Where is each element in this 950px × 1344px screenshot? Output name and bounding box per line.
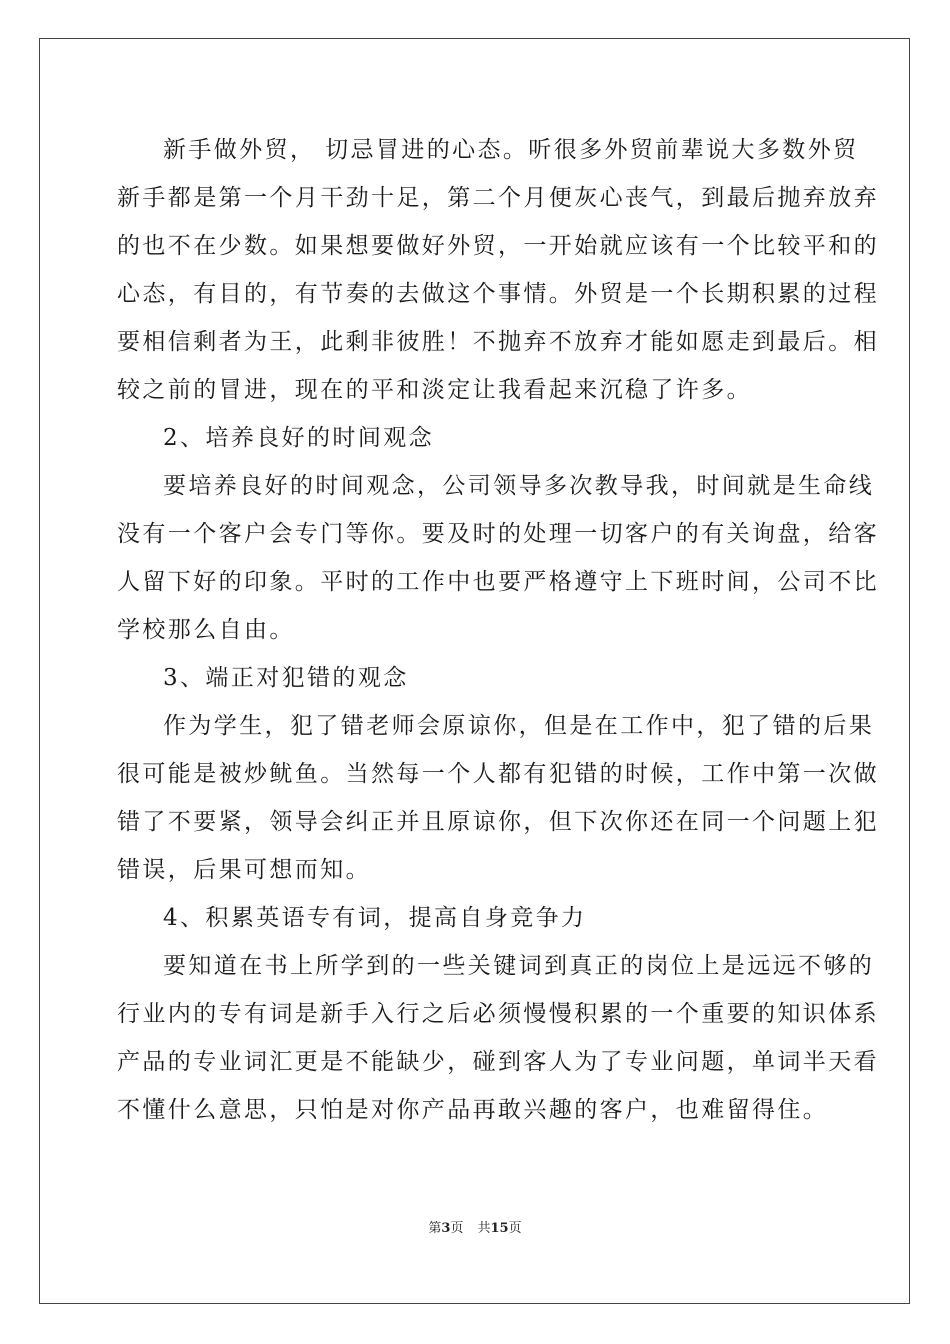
text-line: 要相信剩者为王，此剩非彼胜！不抛弃不放弃才能如愿走到最后。相 bbox=[117, 329, 879, 355]
page-prefix: 第 bbox=[428, 1221, 442, 1236]
text-line: 很可能是被炒鱿鱼。当然每一个人都有犯错的时候，工作中第一次做 bbox=[117, 761, 879, 787]
text-line: 要培养良好的时间观念，公司领导多次教导我，时间就是生命线 bbox=[163, 473, 875, 499]
section-heading: 3、端正对犯错的观念 bbox=[163, 665, 409, 691]
total-suffix: 页 bbox=[508, 1221, 522, 1236]
total-pages: 15 bbox=[490, 1221, 509, 1236]
text-line: 作为学生，犯了错老师会原谅你，但是在工作中，犯了错的后果 bbox=[163, 713, 875, 739]
section-heading: 2、培养良好的时间观念 bbox=[163, 425, 435, 451]
text-line: 错了不要紧，领导会纠正并且原谅你，但下次你还在同一个问题上犯 bbox=[117, 809, 879, 835]
page-number: 3 bbox=[441, 1221, 451, 1236]
page-suffix: 页 bbox=[450, 1221, 464, 1236]
text-line: 学校那么自由。 bbox=[117, 617, 295, 643]
section-heading: 4、积累英语专有词，提高自身竞争力 bbox=[163, 905, 587, 931]
text-line: 心态，有目的，有节奏的去做这个事情。外贸是一个长期积累的过程 bbox=[117, 281, 879, 307]
text-line: 行业内的专有词是新手入行之后必须慢慢积累的一个重要的知识体系 bbox=[117, 1001, 879, 1027]
text-line: 不懂什么意思，只怕是对你产品再敢兴趣的客户，也难留得住。 bbox=[117, 1097, 829, 1123]
text-line: 新手都是第一个月干劲十足，第二个月便灰心丧气，到最后抛弃放弃 bbox=[117, 185, 879, 211]
total-prefix: 共 bbox=[477, 1221, 491, 1236]
text-line: 要知道在书上所学到的一些关键词到真正的岗位上是远远不够的 bbox=[163, 953, 875, 979]
text-line: 错误，后果可想而知。 bbox=[117, 857, 371, 883]
text-line: 产品的专业词汇更是不能缺少，碰到客人为了专业问题，单词半天看 bbox=[117, 1049, 879, 1075]
text-line: 较之前的冒进，现在的平和淡定让我看起来沉稳了许多。 bbox=[117, 377, 752, 403]
document-body bbox=[117, 126, 879, 1134]
text-line: 的也不在少数。如果想要做好外贸，一开始就应该有一个比较平和的 bbox=[117, 233, 879, 259]
page-footer bbox=[0, 1221, 950, 1237]
text-line: 没有一个客户会专门等你。要及时的处理一切客户的有关询盘，给客 bbox=[117, 521, 879, 547]
text-line: 新手做外贸， 切忌冒进的心态。听很多外贸前辈说大多数外贸 bbox=[163, 137, 859, 163]
text-line: 人留下好的印象。平时的工作中也要严格遵守上下班时间，公司不比 bbox=[117, 569, 879, 595]
